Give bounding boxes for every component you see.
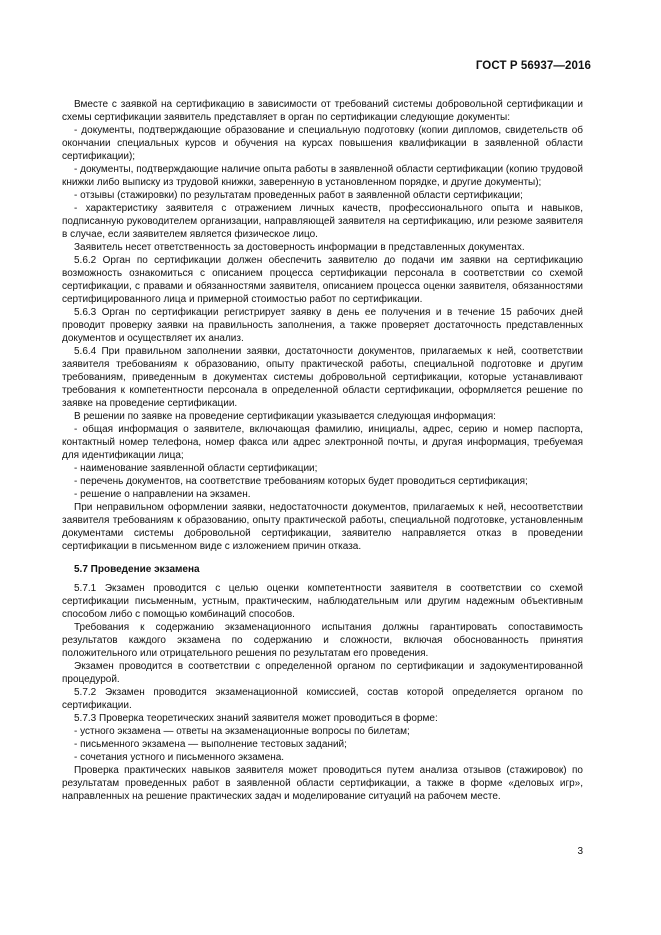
- clause-5-7-1: 5.7.1 Экзамен проводится с целью оценки компетентности заявителя в соответствии со схемой сертификации письменным, устным, практическим, наблюдательным или другим надежным объективным способом либо с помощью комбинаций способов.: [62, 583, 583, 620]
- standard-id-header: ГОСТ Р 56937—2016: [475, 60, 591, 72]
- list-item: - письменного экзамена — выполнение тестовых заданий;: [74, 739, 347, 750]
- document-body: [62, 98, 583, 803]
- list-item: - документы, подтверждающие наличие опыта работы в заявленной области сертификации (копию трудовой книжки либо выписку из трудовой книжки, заверенную в установленном порядке, и другие документы);: [62, 164, 583, 188]
- clause-5-7-3: 5.7.3 Проверка теоретических знаний заявителя может проводиться в форме:: [74, 713, 438, 724]
- paragraph: В решении по заявке на проведение сертификации указывается следующая информация:: [74, 411, 496, 422]
- list-item: - наименование заявленной области сертификации;: [74, 463, 318, 474]
- page-number: 3: [577, 846, 583, 857]
- paragraph: Проверка практических навыков заявителя может проводиться путем анализа отзывов (стажировок) по результатам проведенных работ в заявленной области сертификации, а также в форме «деловых игр», направленных на решение практических задач и моделирование ситуаций на рабочем месте.: [62, 765, 583, 802]
- list-item: - решение о направлении на экзамен.: [74, 489, 251, 500]
- paragraph: Экзамен проводится в соответствии с определенной органом по сертификации и задокументированной процедурой.: [62, 661, 583, 685]
- list-item: - сочетания устного и письменного экзамена.: [74, 752, 285, 763]
- clause-5-6-4: 5.6.4 При правильном заполнении заявки, достаточности документов, прилагаемых к ней, соответствии заявителя требованиям к образованию, опыту практической работы, специальной подготовке и другим требованиям, приведенным в документах системы добровольной сертификации, которые устанавливают требования к компетентности персонала в определенной области сертификации, оформляется решение по заявке на проведение сертификации.: [62, 346, 583, 409]
- section-heading: 5.7 Проведение экзамена: [74, 564, 200, 575]
- list-item: - отзывы (стажировки) по результатам проведенных работ в заявленной области сертификации;: [74, 190, 523, 201]
- list-item: - характеристику заявителя с отражением личных качеств, профессионального опыта и навыков, подписанную руководителем организации, направляющей заявителя на сертификацию, или резюме заявителя в случае, если заявителем является физическое лицо.: [62, 203, 583, 240]
- list-item: - устного экзамена — ответы на экзаменационные вопросы по билетам;: [74, 726, 410, 737]
- list-item: - перечень документов, на соответствие требованиям которых будет проводиться сертификация;: [74, 476, 528, 487]
- list-item: - общая информация о заявителе, включающая фамилию, инициалы, адрес, серию и номер паспорта, контактный номер телефона, номер факса или адрес электронной почты, и другая информация, требуемая для идентификации лица;: [62, 424, 583, 461]
- clause-5-6-3: 5.6.3 Орган по сертификации регистрирует заявку в день ее получения и в течение 15 рабочих дней проводит проверку заявки на правильность заполнения, а также проверяет достаточность представленных документов и осуществляет их анализ.: [62, 307, 583, 344]
- paragraph: При неправильном оформлении заявки, недостаточности документов, прилагаемых к ней, несоответствии заявителя требованиям к образованию, опыту практической работы, специальной подготовке, установленным документами системы добровольной сертификации, заявителю направляется отказ в проведении сертификации в письменном виде с изложением причин отказа.: [62, 502, 583, 552]
- list-item: - документы, подтверждающие образование и специальную подготовку (копии дипломов, свидетельств об окончании специальных курсов и обучения на курсах повышения квалификации в заявленной области сертификации);: [62, 125, 583, 162]
- paragraph: Вместе с заявкой на сертификацию в зависимости от требований системы добровольной сертификации и схемы сертификации заявитель представляет в орган по сертификации следующие документы:: [62, 99, 583, 123]
- paragraph: Требования к содержанию экзаменационного испытания должны гарантировать сопоставимость результатов каждого экзамена по содержанию и сложности, включая обоснованность принятия положительного или отрицательного решения по результатам его проведения.: [62, 622, 583, 659]
- paragraph: Заявитель несет ответственность за достоверность информации в представленных документах.: [74, 242, 525, 253]
- clause-5-7-2: 5.7.2 Экзамен проводится экзаменационной комиссией, состав которой определяется органом по сертификации.: [62, 687, 583, 711]
- clause-5-6-2: 5.6.2 Орган по сертификации должен обеспечить заявителю до подачи им заявки на сертификацию возможность ознакомиться с описанием процесса сертификации персонала в соответствии со схемой сертификации, с правами и обязанностями заявителя, описанием процесса оценки заявителя, обязанностями сертифицированного лица и примерной стоимостью работ по сертификации.: [62, 255, 583, 305]
